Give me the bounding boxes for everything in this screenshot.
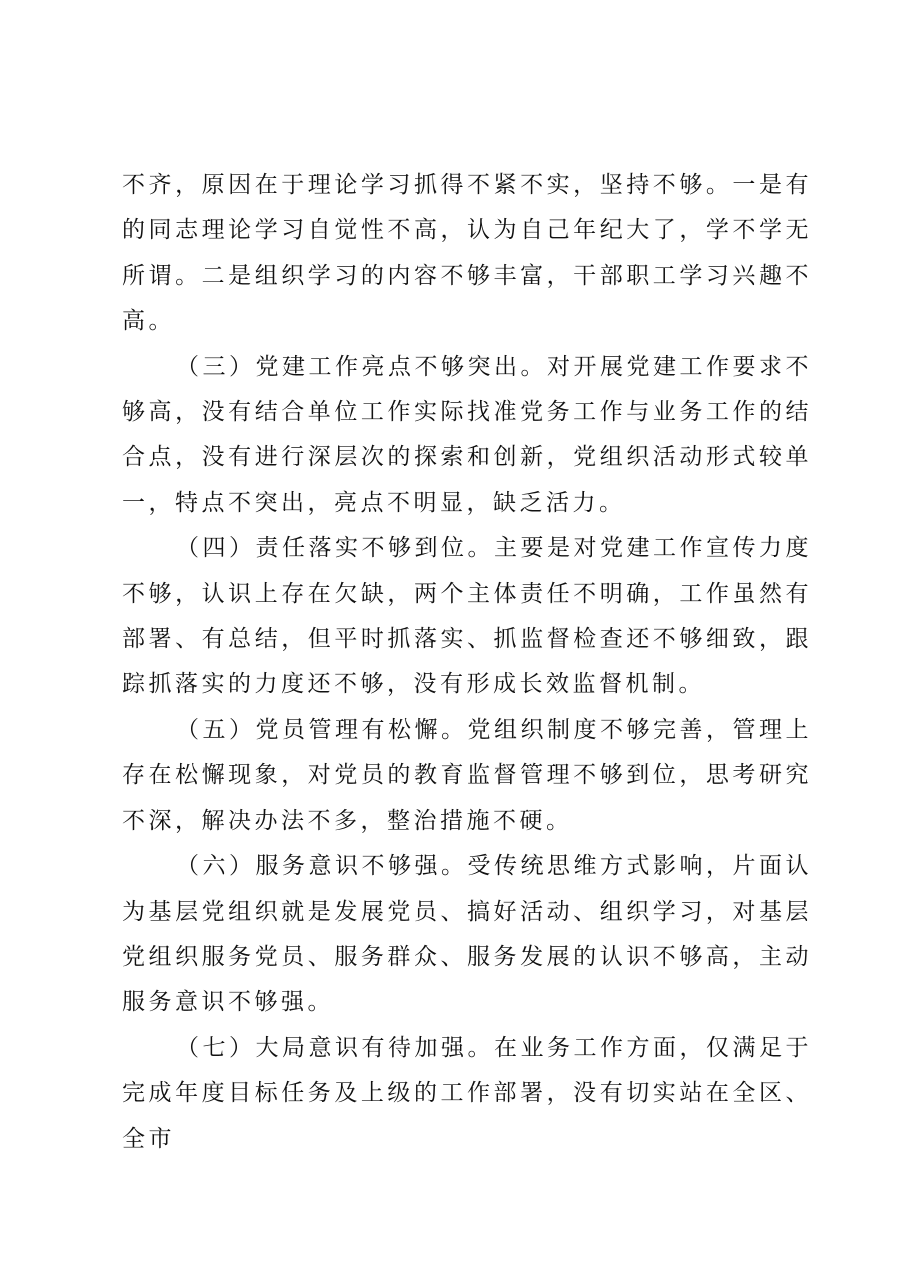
paragraph-continuation: 不齐，原因在于理论学习抓得不紧不实，坚持不够。一是有的同志理论学习自觉性不高，认为自己年纪大了，学不学无所谓。二是组织学习的内容不够丰富，干部职工学习兴趣不高。 [122, 172, 812, 335]
paragraph-section-3: （三）党建工作亮点不够突出。对开展党建工作要求不够高，没有结合单位工作实际找准党务工作与业务工作的结合点，没有进行深层次的探索和创新，党组织活动形式较单一，特点不突出，亮点不明显，缺乏活力。 [122, 353, 812, 516]
paragraph-section-5: （五）党员管理有松懈。党组织制度不够完善，管理上存在松懈现象，对党员的教育监督管理不够到位，思考研究不深，解决办法不多，整治措施不硬。 [122, 716, 812, 834]
paragraph-section-4: （四）责任落实不够到位。主要是对党建工作宣传力度不够，认识上存在欠缺，两个主体责任不明确，工作虽然有部署、有总结，但平时抓落实、抓监督检查还不够细致，跟踪抓落实的力度还不够，没有形成长效监督机制。 [122, 535, 812, 698]
document-body [122, 163, 812, 1162]
paragraph-section-7: （七）大局意识有待加强。在业务工作方面，仅满足于完成年度目标任务及上级的工作部署，没有切实站在全区、全市 [122, 1034, 812, 1152]
paragraph-section-6: （六）服务意识不够强。受传统思维方式影响，片面认为基层党组织就是发展党员、搞好活动、组织学习，对基层党组织服务党员、服务群众、服务发展的认识不够高，主动服务意识不够强。 [122, 853, 812, 1016]
